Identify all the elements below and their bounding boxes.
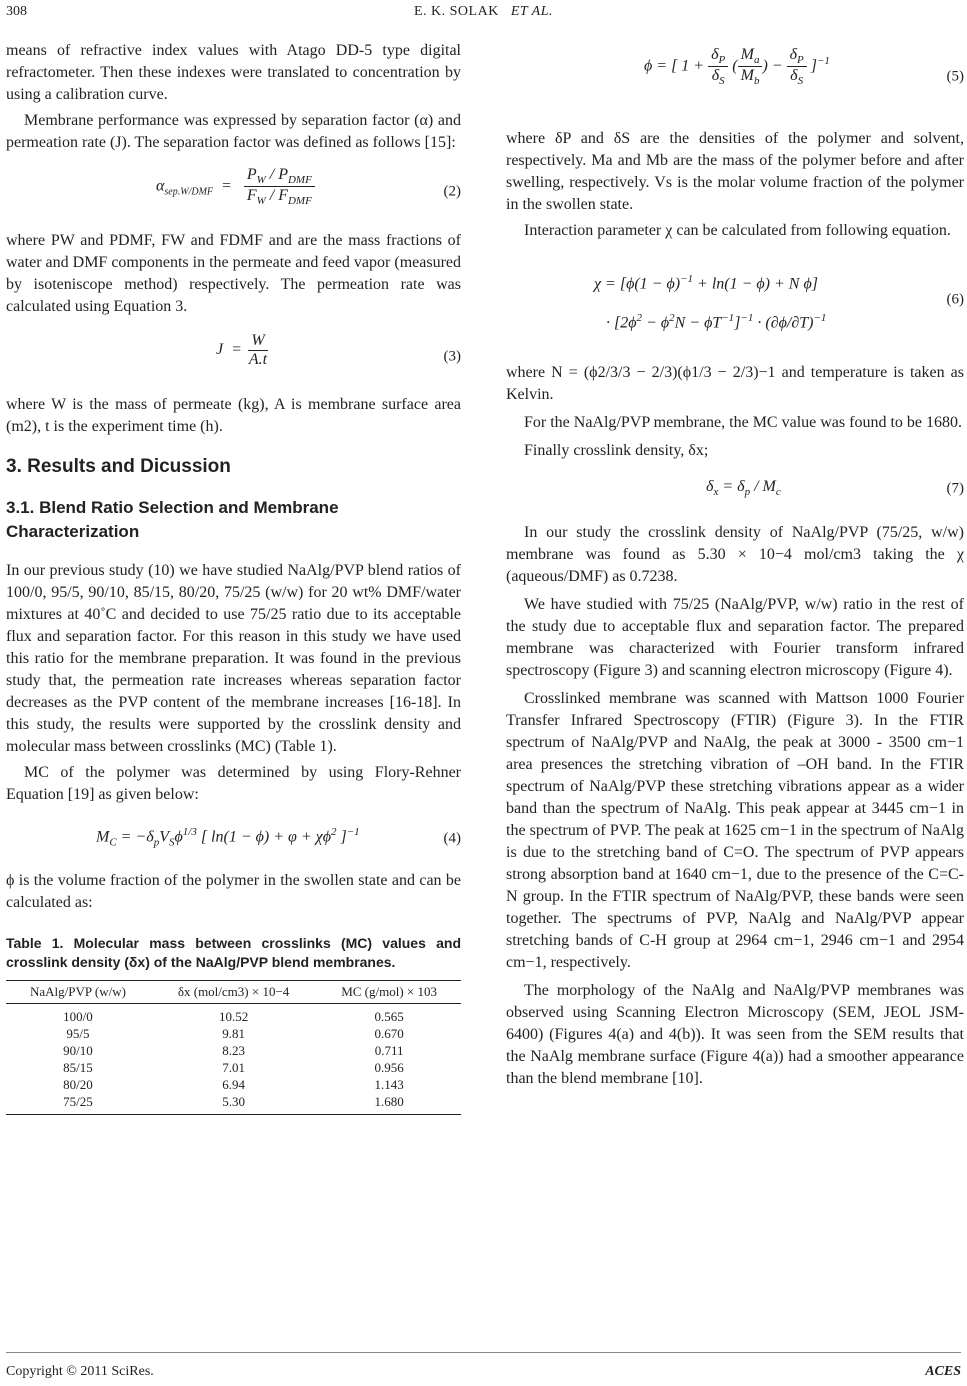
equation-number: (4) [443,830,461,847]
table-row [6,1093,461,1115]
table-row [6,1076,461,1093]
paragraph: where δP and δS are the densities of the polymer and solvent, respectively. Ma and Mb are the mass of the polymer before and after swelling, respectively. Vs is the molar volume fraction of the polymer in the swollen state. [506,130,964,213]
table-cell: 0.956 [374,1060,404,1075]
table-row [6,1025,461,1042]
subsection-heading: 3.1. Blend Ratio Selection and Membrane Characterization [6,498,339,541]
paragraph: Membrane performance was expressed by separation factor (α) and permeation rate (J). The separation factor was defined as follows [15]: [6,112,461,151]
paragraph: means of refractive index values with Atago DD-5 type digital refractometer. Then these indexes were translated to concentration by using a calibration curve. [6,42,461,103]
paragraph: MC of the polymer was determined by using Flory-Rehner Equation [19] as given below: [6,764,461,803]
paragraph: In our study the crosslink density of NaAlg/PVP (75/25, w/w) membrane was found as 5.30 × 10−4 mol/cm3 taking the χ (aqueous/DMF) as 0.7238. [506,524,964,585]
table-cell: 10.52 [218,1009,249,1024]
paragraph: Crosslinked membrane was scanned with Mattson 1000 Fourier Transfer Infrared Spectroscopy (FTIR) (Figure 3). In the FTIR spectrum of NaAlg/PVP and NaAlg, the peak at 3000 - 3500 cm−1 area presences the stretching vibration of –OH band. In the FTIR spectrum of NaAlg/PVP these stretching vibrations appear as a wider band than the spectrum of NaAlg. This peak appear at 3445 cm−1 in the spectrum of PVP. The peak at 1625 cm−1 in the spectrum of NaAlg is due to the stretching band of C=O. The spectrum of PVP appears strong absorption band at 1640 cm−1, due to the presence of the C=C-N group. In the FTIR spectrum of NaAlg/PVP, these bands were seen together. The spectrums of PVP, NaAlg and NaAlg/PVP appear stretching bands of C-H group at 2964 cm−1, 2946 cm−1 and 2954 cm−1, respectively. [506,690,964,971]
equation-number: (2) [443,183,461,200]
table-row [6,1004,461,1026]
table-cell: 75/25 [6,1093,150,1115]
table-cell: 1.143 [374,1077,404,1092]
paragraph: where W is the mass of permeate (kg), A is membrane surface area (m2), t is the experiment time (h). [6,396,461,435]
table-cell: 5.30 [150,1093,317,1115]
paragraph: In our previous study (10) we have studied NaAlg/PVP blend ratios of 100/0, 95/5, 90/10, 85/15, 80/20, 75/25 (w/w) for 20 wt% DMF/water mixtures at 40˚C and decided to use 75/25 ratio due to its acceptable flux and separation factor. For this reason in this study we have used this ratio for the membrane preparation. It was found in the previous study that, the permeation rate increases whereas separation factor decreases as the PVP content of the membrane increases [16-18]. In this study, the results were supported by the crosslink density and molecular mass between crosslinks (MC) (Table 1). [6,562,461,755]
table-cell: 1.680 [317,1093,461,1115]
table-cell: 85/15 [63,1060,93,1075]
equation-number: (3) [443,348,461,365]
footer-journal: ACES [925,1364,961,1379]
equation-4: $M_C = -\delta_pV_S\phi^{1/3}$ [ $\ln(1 - \phi) + \varphi + \chi\phi^2$ ]$^{-1}$ (4) [96,826,461,849]
table-cell: 6.94 [222,1077,245,1092]
table-header: MC (g/mol) × 103 [317,981,461,1004]
paragraph: The morphology of the NaAlg and NaAlg/PVP membranes was observed using Scanning Electron Microscopy (SEM, JEOL JSM-6400) (Figures 4(a) and 4(b)). It was seen from the SEM results that the NaAlg membrane surface (Figure 4(a)) had a smoother appearance than the blend membrane [10]. [506,982,964,1087]
table-cell: 0.565 [374,1009,404,1024]
table-cell: 7.01 [222,1060,245,1075]
equation-number: (6) [946,291,964,308]
table-row [6,1059,461,1076]
equation-3: J = $\frac{W}{A.t}$ (3) [216,332,461,368]
equation-2: $\alpha_{sep.W/DMF}$ = $\frac{P_W / P_{DMF}}{F_W / F_{DMF}}$ (2) [156,166,461,208]
table-row [6,1042,461,1059]
table-cell: 90/10 [63,1043,93,1058]
table-header: δx (mol/cm3) × 10−4 [150,981,317,1004]
crosslink-table [6,980,461,1115]
equation-7: $\delta_x = \delta_p / M_c$ (7) [706,478,964,499]
paragraph: Finally crosslink density, δx; [524,442,709,459]
footer-divider [6,1352,961,1353]
table-cell: 80/20 [63,1077,93,1092]
left-column [6,40,461,1115]
table-cell: 0.711 [374,1043,404,1058]
paragraph: For the NaAlg/PVP membrane, the MC value was found to be 1680. [524,414,963,431]
table-cell: 8.23 [222,1043,245,1058]
equation-5: ϕ = [ 1 + $\frac{\delta_P}{\delta_S}$ ( $\frac{M_a}{M_b}$ ) − $\frac{\delta_P}{\delta_S}$ ]$^{-1}$ (5) [644,46,964,88]
table-caption: Table 1. Molecular mass between crosslinks (MC) values and crosslink density (δx) of the NaAlg/PVP blend membranes. [6,935,461,970]
paragraph: ϕ is the volume fraction of the polymer in the swollen state and can be calculated as: [6,872,461,911]
table-cell: 0.670 [374,1026,404,1041]
equation-number: (7) [946,480,964,497]
running-header [0,4,967,20]
footer-copyright: Copyright © 2011 SciRes. [6,1364,154,1379]
header-authors: E. K. SOLAK [413,4,499,19]
paragraph: where N = (ϕ2/3/3 − 2/3)(ϕ1/3 − 2/3)−1 and temperature is taken as Kelvin. [506,364,964,403]
table-header: NaAlg/PVP (w/w) [6,981,150,1004]
table-cell: 9.81 [222,1026,245,1041]
page-number: 308 [6,4,27,19]
paragraph: We have studied with 75/25 (NaAlg/PVP, w/w) ratio in the rest of the study due to acceptable flux and separation factor. The prepared membrane was characterized with Fourier transform infrared spectroscopy (Figure 3) and scanning electron microscopy (Figure 4). [506,596,964,679]
right-column [506,36,964,1090]
header-et-al: ET AL. [510,4,553,19]
paragraph: Interaction parameter χ can be calculated from following equation. [524,222,951,239]
table-cell: 100/0 [63,1009,93,1024]
section-heading: 3. Results and Dicussion [6,456,231,477]
paragraph: where PW and PDMF, FW and FDMF and are the mass fractions of water and DMF components in the permeate and feed vapor (measured by isoteniscope method) respectively. The permeation rate was calculated using Equation 3. [6,232,461,315]
equation-6: $\chi = [\phi(1 - \phi)^{-1} + \ln(1 - \phi) + N$ ϕ] · $[2\phi^2 - \phi^2N - \phi T^{-1}]^{-1} \cdot (\partial\phi/\partial T)^{-1}$ (6) [594,273,964,332]
table-cell: 95/5 [66,1026,90,1041]
equation-number: (5) [946,68,964,85]
